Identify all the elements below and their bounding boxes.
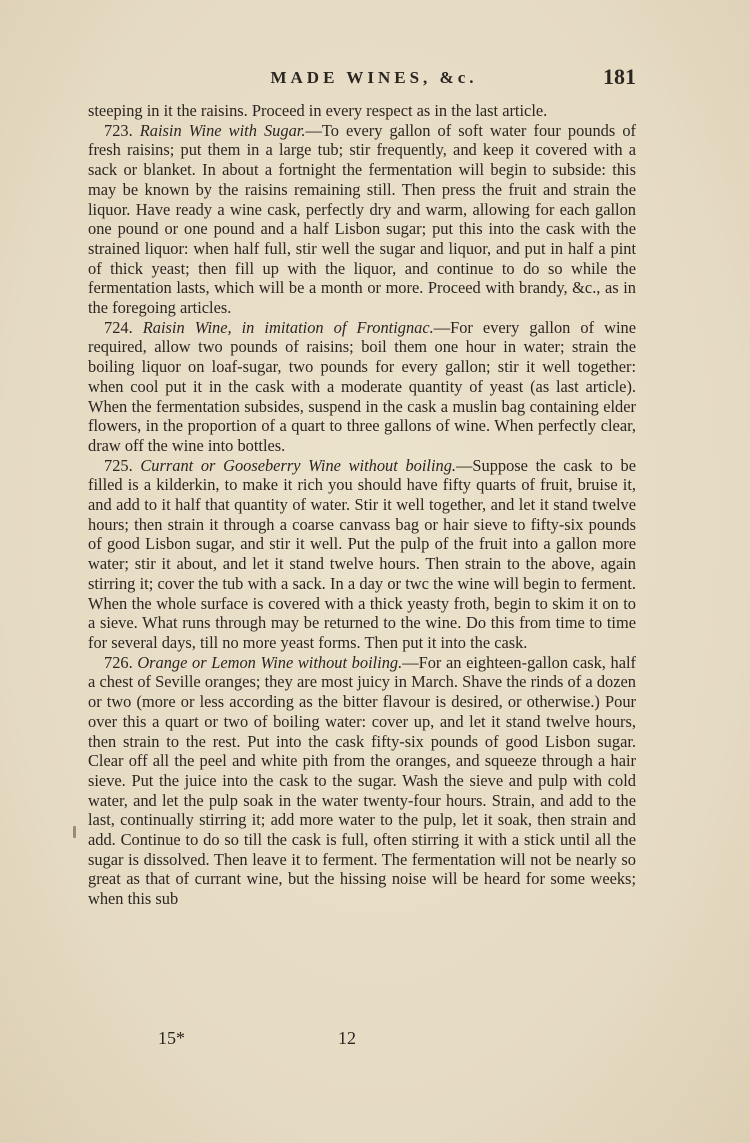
running-title: MADE WINES, &c. <box>270 68 478 87</box>
recipe-725 <box>88 456 636 653</box>
recipe-726 <box>88 653 636 909</box>
page-header <box>88 64 636 98</box>
signature-mark: 15* <box>158 1028 185 1048</box>
page-footer <box>88 1028 636 1052</box>
recipe-title: Raisin Wine with Sugar. <box>139 120 306 140</box>
recipe-title: Orange or Lemon Wine without boiling. <box>137 652 403 672</box>
recipe-724 <box>88 318 636 456</box>
recipe-number: 723. <box>104 120 133 140</box>
folio-number: 12 <box>338 1028 356 1048</box>
paragraph-continuation <box>88 101 636 121</box>
recipe-723 <box>88 121 636 318</box>
page-body <box>88 101 636 909</box>
recipe-title: Raisin Wine, in imitation of Frontignac. <box>142 317 434 337</box>
recipe-text: —For an eighteen-gallon cask, half a chest of Seville oranges; they are most juicy in March. Shave the rinds of a dozen or two (more or less according as the bitter flavour is desired, or otherwise.) Pour over this a quart or two of boiling water: cover up, and let it stand twelve hours, then strain to the rest. Put into the cask fifty-six pounds of good Lisbon sugar. Clear off all the peel and white pith from the oranges, and squeeze through a hair sieve. Put the juice into the cask to the sugar. Wash the sieve and pulp with cold water, and let the pulp soak in the water twenty-four hours. Strain, and add to the last, continually stirring it; add more water to the pulp, let it soak, then strain and add. Continue to do so till the cask is full, often stirring it with a stick until all the sugar is dissolved. Then leave it to ferment. The fermentation will not be nearly so great as that of currant wine, but the hissing noise will be heard for some weeks; when this sub <box>88 652 637 909</box>
recipe-text: —For every gallon of wine required, allow two pounds of raisins; boil them one hour in water; strain the boiling liquor on loaf-sugar, two pounds for every gallon; stir it well together: when cool put it in the cask with a moderate quantity of yeast (as last article). When the fermentation subsides, suspend in the cask a muslin bag containing elder flowers, in the proportion of a quart to three gallons of wine. When perfectly clear, draw off the wine into bottles. <box>88 317 636 455</box>
recipe-number: 726. <box>104 652 133 672</box>
recipe-number: 724. <box>104 317 133 337</box>
recipe-title: Currant or Gooseberry Wine without boiling. <box>140 455 456 475</box>
recipe-text: —To every gallon of soft water four pounds of fresh raisins; put them in a large tub; stir frequently, and keep it covered with a sack or blanket. In about a fortnight the fermentation will begin to subside: this may be known by the raisins remaining still. Then press the fruit and strain the liquor. Have ready a wine cask, perfectly dry and warm, allowing for each gallon one pound or one pound and a half Lisbon sugar; put this into the cask with the strained liquor: when half full, stir well the sugar and liquor, and put in half a pint of thick yeast; then fill up with the liquor, and continue to do so while the fermentation lasts, which will be a month or more. Proceed with brandy, &c., as in the foregoing articles. <box>88 120 636 318</box>
margin-mark <box>73 826 76 838</box>
recipe-text: —Suppose the cask to be filled is a kilderkin, to make it rich you should have fifty quarts of fruit, bruise it, and add to it half that quantity of water. Stir it well together, and let it stand twelve hours; then strain it through a coarse canvass bag or hair sieve to fifty-six pounds of good Lisbon sugar, and stir it well. Put the pulp of the fruit into a gallon more water; stir it about, and let it stand twelve hours. Then strain to the above, again stirring it; cover the tub with a sack. In a day or twc the wine will begin to ferment. When the whole surface is covered with a thick yeasty froth, begin to skim it on to a sieve. What runs through may be returned to the wine. Do this from time to time for several days, till no more yeast forms. Then put it into the cask. <box>88 455 636 652</box>
paragraph-text: steeping in it the raisins. Proceed in every respect as in the last article. <box>88 101 548 120</box>
page-number: 181 <box>603 64 636 89</box>
recipe-number: 725. <box>104 455 133 475</box>
